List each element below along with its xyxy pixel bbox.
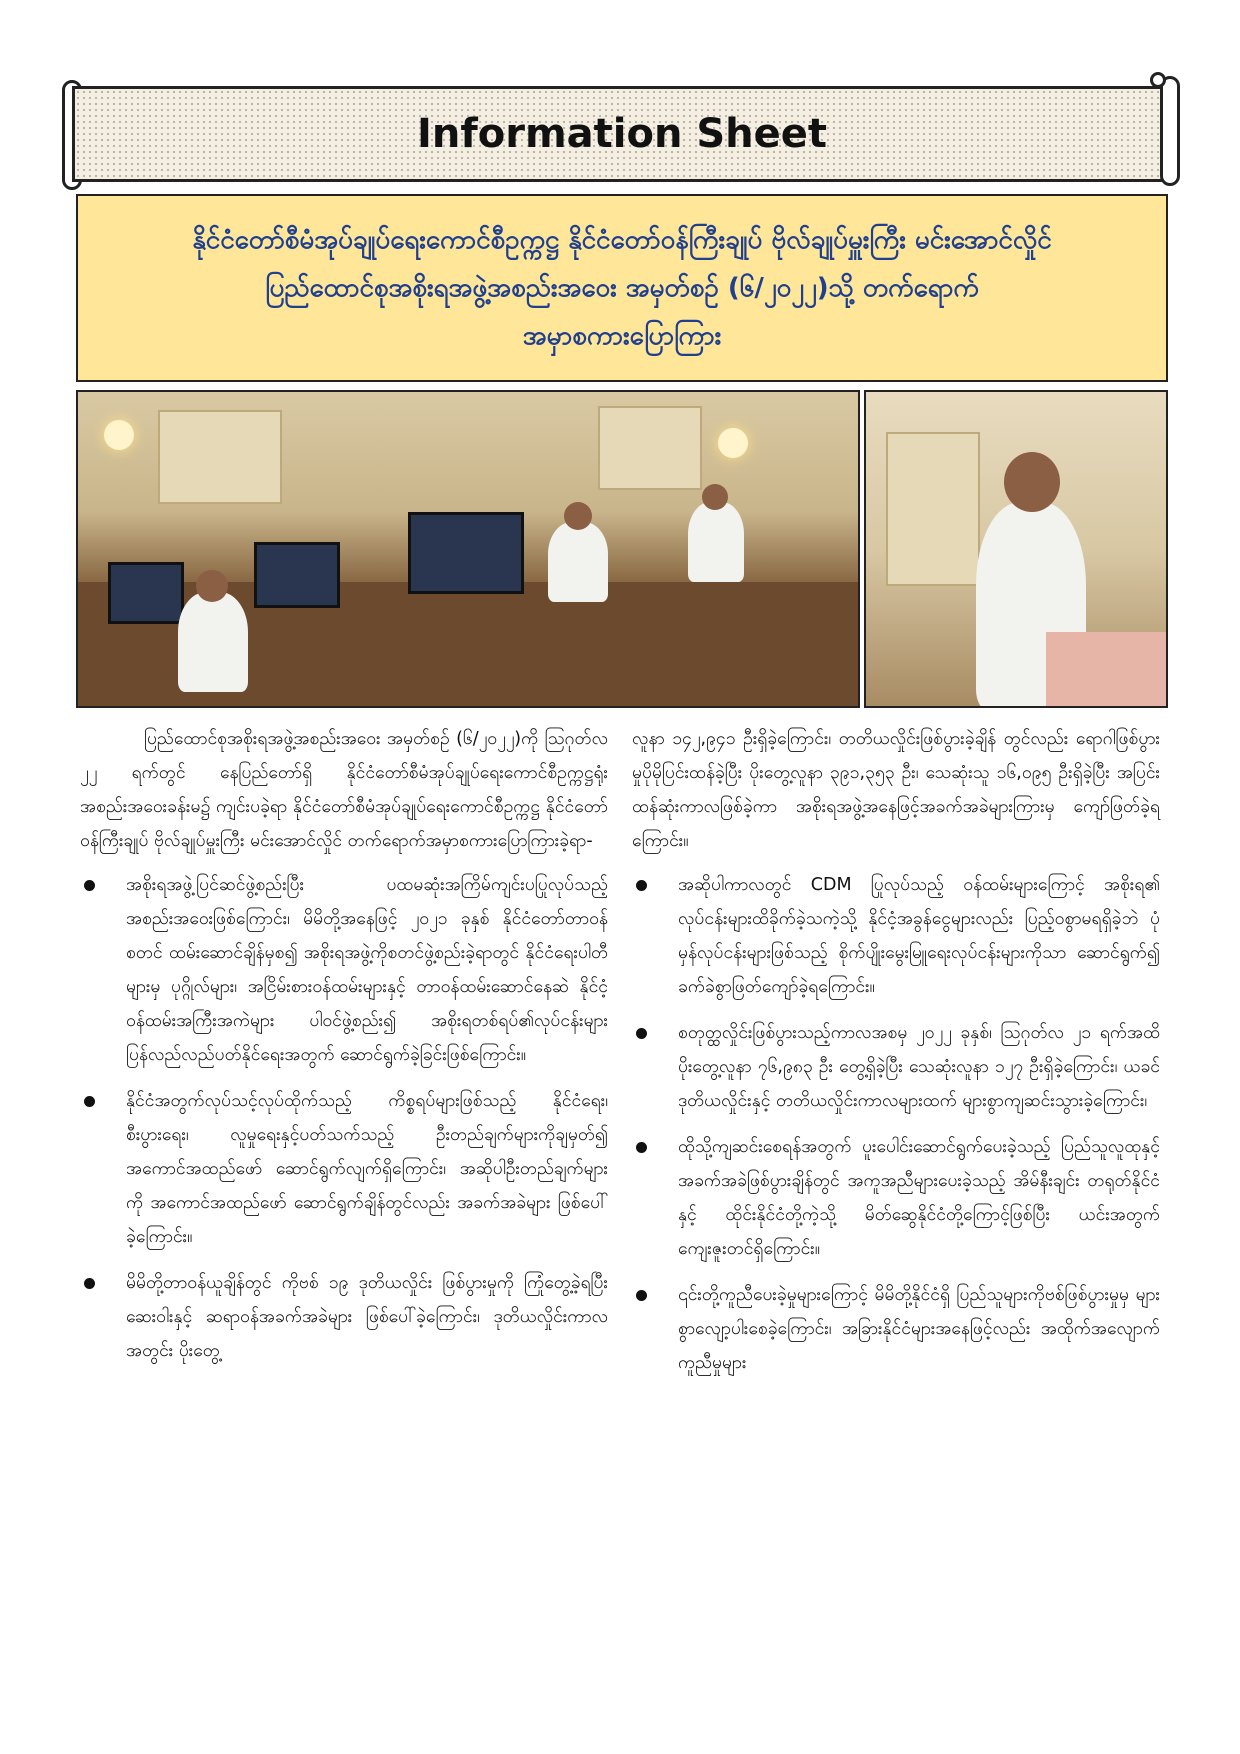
list-item bbox=[80, 1084, 608, 1254]
intro-paragraph: ပြည်ထောင်စုအစိုးရအဖွဲ့အစည်းအဝေး အမှတ်စဉ် (၆/၂၀၂၂)ကို ဩဂုတ်လ ၂၂ ရက်တွင် နေပြည်တော်ရှိ နိုင်ငံတော်စီမံအုပ်ချုပ်ရေးကောင်စီဥက္ကဋ္ဌရုံး အစည်းအဝေးခန်းမ၌ ကျင်းပခဲ့ရာ နိုင်ငံတော်စီမံအုပ်ချုပ်ရေးကောင်စီဥက္ကဋ္ဌ နိုင်ငံတော်ဝန်ကြီးချုပ် ဗိုလ်ချုပ်မှူးကြီး မင်းအောင်လှိုင် တက်ရောက်အမှာစကားပြောကြားခဲ့ရာ- bbox=[80, 729, 608, 851]
list-item bbox=[632, 868, 1160, 1004]
attendee bbox=[178, 592, 248, 692]
list-item bbox=[632, 1130, 1160, 1266]
meeting-hall-photo bbox=[76, 390, 860, 708]
list-item-text: စတုတ္ထလှိုင်းဖြစ်ပွားသည့်ကာလအစမှ ၂၀၂၂ ခုနှစ်၊ ဩဂုတ်လ ၂၁ ရက်အထိ ပိုးတွေ့လူနာ ၇၆,၉၈၃ ဦး တွေ့ရှိခဲ့ပြီး သေဆုံးလူနာ ၁၂၇ ဦးရှိခဲ့ကြောင်း၊ ယခင် ဒုတိယလှိုင်းနှင့် တတိယလှိုင်းကာလများထက် များစွာကျဆင်းသွားခဲ့ကြောင်း၊ bbox=[678, 1023, 1160, 1111]
headline-line-2: ပြည်ထောင်စုအစိုးရအဖွဲ့အစည်းအဝေး အမှတ်စဉ် (၆/၂၀၂၂)သို့ တက်ရောက် bbox=[265, 273, 979, 303]
document-stack bbox=[1046, 632, 1168, 708]
list-item-text: ၎င်းတို့ကူညီပေးခဲ့မှုများကြောင့် မိမိတို့နိုင်ငံရှိ ပြည်သူများကိုဗစ်ဖြစ်ပွားမှုမှ များစွာလျော့ပါးစေခဲ့ကြောင်း၊ အခြားနိုင်ငံများအနေဖြင့်လည်း အထိုက်အလျောက် ကူညီမှုများ bbox=[678, 1285, 1160, 1373]
list-item-text: မိမိတို့တာဝန်ယူချိန်တွင် ကိုဗစ် ၁၉ ဒုတိယလှိုင်း ဖြစ်ပွားမှုကို ကြုံတွေ့ခဲ့ရပြီး ဆေးဝါးနှင့် ဆရာဝန်အခက်အခဲများ ဖြစ်ပေါ်ခဲ့ကြောင်း၊ ဒုတိယလှိုင်းကာလအတွင်း ပိုးတွေ့ bbox=[126, 1273, 608, 1361]
bullet-icon bbox=[636, 1028, 647, 1039]
right-text-column bbox=[632, 722, 1160, 1392]
list-item bbox=[80, 868, 608, 1072]
attendee-head bbox=[196, 570, 228, 602]
list-item bbox=[632, 1278, 1160, 1380]
headline-line-1: နိုင်ငံတော်စီမံအုပ်ချုပ်ရေးကောင်စီဥက္ကဋ္ဌ နိုင်ငံတော်ဝန်ကြီးချုပ် ဗိုလ်ချုပ်မှူးကြီး မင်းအောင်လှိုင် bbox=[192, 225, 1052, 255]
desk-monitor bbox=[108, 562, 184, 624]
wall-lamp-icon bbox=[104, 420, 134, 450]
wall-lamp-icon bbox=[718, 428, 748, 458]
bullet-icon bbox=[84, 1278, 95, 1289]
wall-panel bbox=[886, 432, 980, 586]
list-item bbox=[632, 1016, 1160, 1118]
continuation-paragraph: လူနာ ၁၄၂,၉၄၁ ဦးရှိခဲ့ကြောင်း၊ တတိယလှိုင်းဖြစ်ပွားခဲ့ချိန် တွင်လည်း ရောဂါဖြစ်ပွားမှုပိုမိုပြင်းထန်ခဲ့ပြီး ပိုးတွေ့လူနာ ၃၉၁,၃၅၃ ဦး၊ သေဆုံးသူ ၁၆,၀၉၅ ဦးရှိခဲ့ပြီး အပြင်းထန်ဆုံးကာလဖြစ်ခဲ့ကာ အစိုးရအဖွဲ့အနေဖြင့်အခက်အခဲများကြားမှ ကျော်ဖြတ်ခဲ့ရကြောင်း။ bbox=[632, 729, 1160, 851]
banner-title: Information Sheet bbox=[416, 111, 828, 157]
wall-panel bbox=[598, 406, 702, 490]
bullet-icon bbox=[636, 1290, 647, 1301]
list-item-text: နိုင်ငံအတွက်လုပ်သင့်လုပ်ထိုက်သည့် ကိစ္စရပ်များဖြစ်သည့် နိုင်ငံရေး၊ စီးပွားရေး၊ လူမှုရေးနှင့်ပတ်သက်သည့် ဦးတည်ချက်များကိုချမှတ်၍ အကောင်အထည်ဖော် ဆောင်ရွက်လျက်ရှိကြောင်း၊ အဆိုပါဦးတည်ချက်များကို အကောင်အထည်ဖော် ဆောင်ရွက်ချိန်တွင်လည်း အခက်အခဲများ ဖြစ်ပေါ်ခဲ့ကြောင်း။ bbox=[126, 1091, 608, 1247]
headline-box bbox=[76, 194, 1168, 382]
list-item-text: ထိုသို့ကျဆင်းစေရန်အတွက် ပူးပေါင်းဆောင်ရွက်ပေးခဲ့သည့် ပြည်သူလူထုနှင့် အခက်အခဲဖြစ်ပွားချိန်တွင် အကူအညီများပေးခဲ့သည့် အိမ်နီးချင်း တရုတ်နိုင်ငံနှင့် ထိုင်းနိုင်ငံတို့ကဲ့သို့ မိတ်ဆွေနိုင်ငံတို့ကြောင့်ဖြစ်ပြီး ယင်းအတွက်ကျေးဇူးတင်ရှိကြောင်း။ bbox=[678, 1137, 1160, 1259]
left-text-column bbox=[80, 722, 608, 1380]
bullet-icon bbox=[84, 880, 95, 891]
headline-line-3: အမှာစကားပြောကြား bbox=[522, 321, 722, 351]
wall-panel bbox=[158, 410, 282, 504]
standing-figure-head bbox=[1004, 452, 1060, 512]
photo-strip bbox=[76, 390, 1168, 708]
attendee bbox=[548, 522, 608, 602]
list-item-text: အစိုးရအဖွဲ့ပြင်ဆင်ဖွဲ့စည်းပြီး ပထမဆုံးအကြိမ်ကျင်းပပြုလုပ်သည့် အစည်းအဝေးဖြစ်ကြောင်း၊ မိမိတို့အနေဖြင့် ၂၀၂၁ ခုနှစ် နိုင်ငံတော်တာဝန်စတင် ထမ်းဆောင်ချိန်မှစ၍ အစိုးရအဖွဲ့ကိုစတင်ဖွဲ့စည်းခဲ့ရာတွင် နိုင်ငံရေးပါတီများမှ ပုဂ္ဂိုလ်များ၊ အငြိမ်းစားဝန်ထမ်းများနှင့် တာဝန်ထမ်းဆောင်နေဆဲ နိုင်ငံ့ဝန်ထမ်းအကြီးအကဲများ ပါဝင်ဖွဲ့စည်း၍ အစိုးရတစ်ရပ်၏လုပ်ငန်းများ ပြန်လည်လည်ပတ်နိုင်ရေးအတွက် ဆောင်ရွက်ခဲ့ခြင်းဖြစ်ကြောင်း။ bbox=[126, 875, 608, 1065]
attendee bbox=[688, 502, 744, 582]
scroll-curl-icon bbox=[1150, 72, 1166, 88]
bullet-icon bbox=[636, 1142, 647, 1153]
desk-monitor bbox=[254, 542, 340, 608]
list-item bbox=[80, 1266, 608, 1368]
bullet-icon bbox=[636, 880, 647, 891]
video-screen bbox=[408, 512, 524, 594]
attendee-head bbox=[564, 502, 592, 530]
list-item-text: အဆိုပါကာလတွင် CDM ပြုလုပ်သည့် ဝန်ထမ်းများကြောင့် အစိုးရ၏ လုပ်ငန်းများထိခိုက်ခဲ့သကဲ့သို့ နိုင်ငံ့အခွန်ငွေများလည်း ပြည့်ဝစွာမရရှိခဲ့ဘဲ ပုံမှန်လုပ်ငန်းများဖြစ်သည့် စိုက်ပျိုးမွေးမြူရေးလုပ်ငန်းများကိုသာ ဆောင်ရွက်၍ ခက်ခဲစွာဖြတ်ကျော်ခဲ့ရကြောင်း။ bbox=[678, 875, 1160, 997]
attendee-head bbox=[702, 484, 728, 510]
scroll-right-roll bbox=[1160, 76, 1180, 186]
bullet-icon bbox=[84, 1096, 95, 1107]
commander-photo bbox=[864, 390, 1168, 708]
title-banner bbox=[72, 86, 1172, 182]
